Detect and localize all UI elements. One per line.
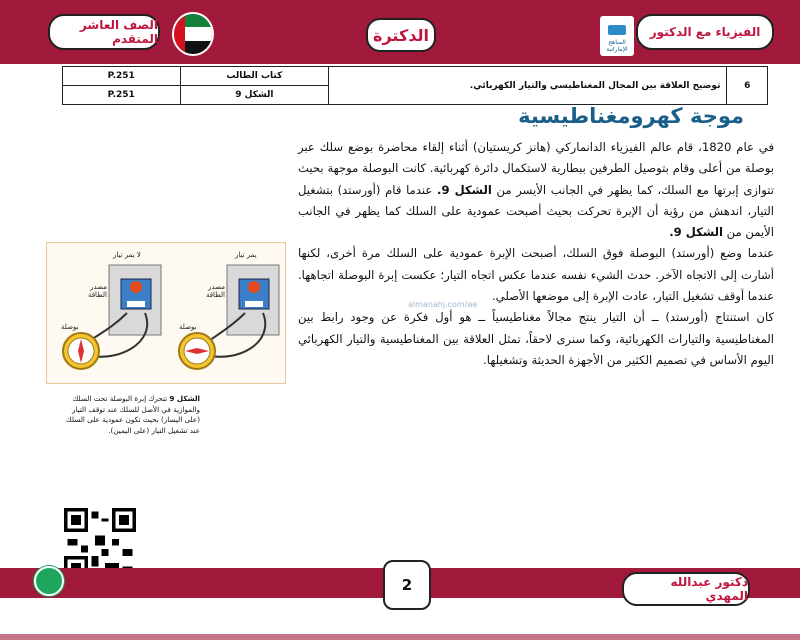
paragraph: كان استنتاج (أورستد) ــ أن التيار ينتج مجالاً مغناطيسياً ــ هو أول فكرة عن وجود رابط بين المغناطيسية والتيارات الكهربائية، وكما سنرى لاحقاً، تمثل العلاقة بين المغناطيسية والتيار الكهربائي اليوم الأساس في تصميم الكثير من الأجهزة الحديثة وتشغيلها.: [298, 310, 774, 367]
series-badge: الفيزياء مع الدكتور: [636, 14, 774, 50]
oersted-experiment-illustration: [47, 243, 285, 383]
label-compass: بوصلة: [179, 323, 197, 331]
lesson-info-table: [62, 66, 768, 105]
label-compass: بوصلة: [61, 323, 79, 331]
author-badge: دكتور عبدالله المهدي: [622, 572, 750, 606]
source-cell: كتاب الطالب: [180, 67, 329, 86]
uae-flag-icon: [172, 12, 214, 56]
figure-ref: الشكل 9.: [669, 225, 723, 240]
grade-badge: الصف العاشر المتقدم: [48, 14, 160, 50]
figure-ref: الشكل 9.: [437, 182, 492, 197]
source-cell: الشكل 9: [180, 86, 329, 105]
oersted-figure: [46, 242, 286, 384]
curriculum-label: المناهج الإماراتية: [606, 39, 628, 53]
label-power-source: مصدر الطاقة: [205, 283, 225, 299]
lesson-number: 6: [727, 67, 768, 105]
label-no-current: لا يمر تيار: [113, 251, 141, 259]
brand-logo: الدكترة: [366, 18, 436, 52]
page-title: موجة كهرومغناطيسية: [518, 104, 744, 128]
lesson-title: توضيح العلاقة بين المجال المغناطيسي والتيار الكهربائي.: [329, 67, 727, 105]
curriculum-logo: [600, 16, 634, 56]
graduation-cap-icon: [608, 25, 626, 35]
bottom-strip: [0, 634, 800, 640]
table-row: [63, 67, 768, 86]
label-power-source: مصدر الطاقة: [87, 283, 107, 299]
paragraph: في عام 1820، قام عالم الفيزياء الدانماركي (هانز كريستيان) أثناء إلقاء محاضرة بوضع سلك عبر بوصلة من أعلى وقام بتوصيل الطرفين ببطارية لاستكمال دائرة كهربائية. كانت البوصلة موجهة بحيث تتوازى إبرتها مع السلك، كما يظهر في الجانب الأيسر من الشكل 9. عندما قام (أورستد) بتشغيل التيار، اندهش من رؤية أن الإبرة تحركت بحيث أصبحت عمودية على السلك كما يظهر في الجانب الأيمن من الشكل 9.: [298, 140, 774, 240]
article-body: [298, 137, 774, 371]
watermark: almanahj.com/ae: [408, 300, 478, 309]
whatsapp-phone-icon: [34, 566, 64, 596]
paragraph: عندما وضع (أورستد) البوصلة فوق السلك، أصبحت الإبرة عمودية على السلك مرة أخرى، لكنها أشارت إلى الاتجاه الآخر. حدث الشيء نفسه عندما عكس اتجاه التيار؛ عكست إبرة البوصلة اتجاهها. عندما أوقف تشغيل التيار، عادت الإبرة إلى موضعها الأصلي.: [298, 246, 774, 304]
page-cell: P.251: [63, 67, 181, 86]
page-number: 2: [383, 560, 431, 610]
figure-ref: الشكل 9: [169, 394, 200, 403]
label-current: يمر تيار: [235, 251, 257, 259]
figure-caption: الشكل 9 تتحرك إبرة البوصلة تحت السلك والموازية في الأصل للسلك عند توقف التيار (على اليسار) بحيث تكون عمودية على السلك عند تشغيل التيار (على اليمين).: [65, 394, 200, 435]
page-cell: P.251: [63, 86, 181, 105]
